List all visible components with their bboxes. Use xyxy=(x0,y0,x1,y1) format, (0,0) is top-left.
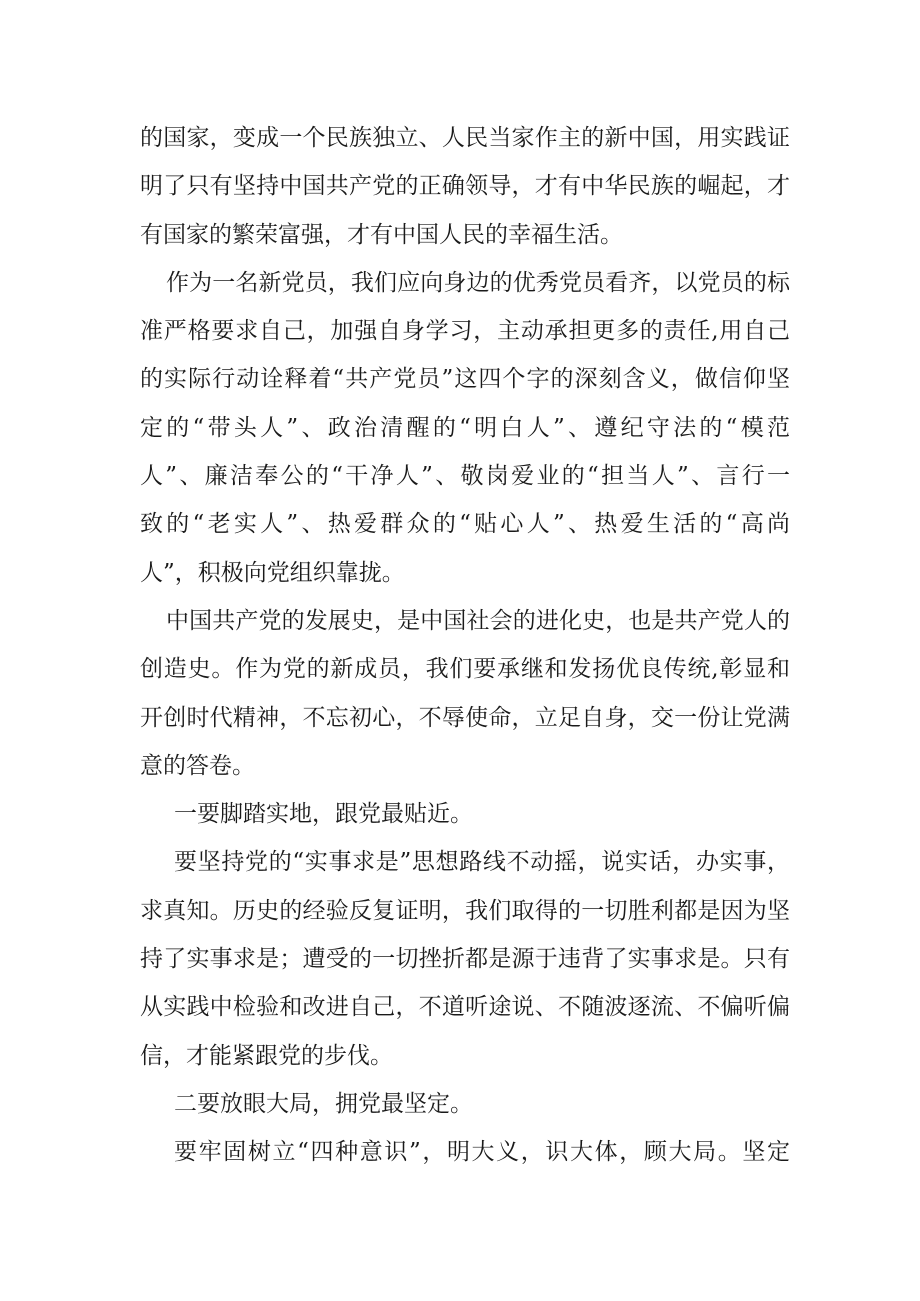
paragraph-2-line-7: 人”，积极向党组织靠拢。 xyxy=(140,559,405,586)
paragraph-3-line-1: 中国共产党的发展史，是中国社会的进化史，也是共产党人的 xyxy=(166,607,790,634)
paragraph-2-line-6: 致的“老实人”、热爱群众的“贴心人”、热爱生活的“高尚 xyxy=(140,511,790,538)
paragraph-2-line-1: 作为一名新党员，我们应向身边的优秀党员看齐，以党员的标 xyxy=(166,269,790,296)
paragraph-3-line-3: 开创时代精神，不忘初心，不辱使命，立足自身，交一份让党满 xyxy=(140,704,790,731)
paragraph-1-line-3: 有国家的繁荣富强，才有中国人民的幸福生活。 xyxy=(140,221,623,248)
paragraph-3-line-2: 创造史。作为党的新成员，我们要承继和发扬优良传统,彰显和 xyxy=(140,656,790,683)
paragraph-2-line-3: 的实际行动诠释着“共产党员”这四个字的深刻含义，做信仰坚 xyxy=(140,366,790,393)
paragraph-3-line-4: 意的答卷。 xyxy=(140,752,255,779)
paragraph-4-line-1: 要坚持党的“实事求是”思想路线不动摇，说实话，办实事， xyxy=(174,849,790,876)
paragraph-2-line-4: 定的“带头人”、政治清醒的“明白人”、遵纪守法的“模范 xyxy=(140,414,790,441)
section-heading-2: 二要放眼大局，拥党最坚定。 xyxy=(174,1090,473,1117)
section-heading-1: 一要脚踏实地，跟党最贴近。 xyxy=(174,801,473,828)
paragraph-4-line-3: 持了实事求是；遭受的一切挫折都是源于违背了实事求是。只有 xyxy=(140,946,790,973)
paragraph-2-line-2: 准严格要求自己，加强自身学习，主动承担更多的责任,用自己 xyxy=(140,318,790,345)
document-body xyxy=(140,114,790,1177)
paragraph-1-line-2: 明了只有坚持中国共产党的正确领导，才有中华民族的崛起，才 xyxy=(140,173,790,200)
paragraph-5-line-1: 要牢固树立“四种意识”，明大义，识大体，顾大局。坚定 xyxy=(174,1139,790,1166)
paragraph-4-line-4: 从实践中检验和改进自己，不道听途说、不随波逐流、不偏听偏 xyxy=(140,994,790,1021)
paragraph-4-line-2: 求真知。历史的经验反复证明，我们取得的一切胜利都是因为坚 xyxy=(140,897,790,924)
paragraph-4-line-5: 信，才能紧跟党的步伐。 xyxy=(140,1042,393,1069)
paragraph-1-line-1: 的国家，变成一个民族独立、人民当家作主的新中国，用实践证 xyxy=(140,125,790,151)
paragraph-2-line-5: 人”、廉洁奉公的“干净人”、敬岗爱业的“担当人”、言行一 xyxy=(140,463,790,490)
